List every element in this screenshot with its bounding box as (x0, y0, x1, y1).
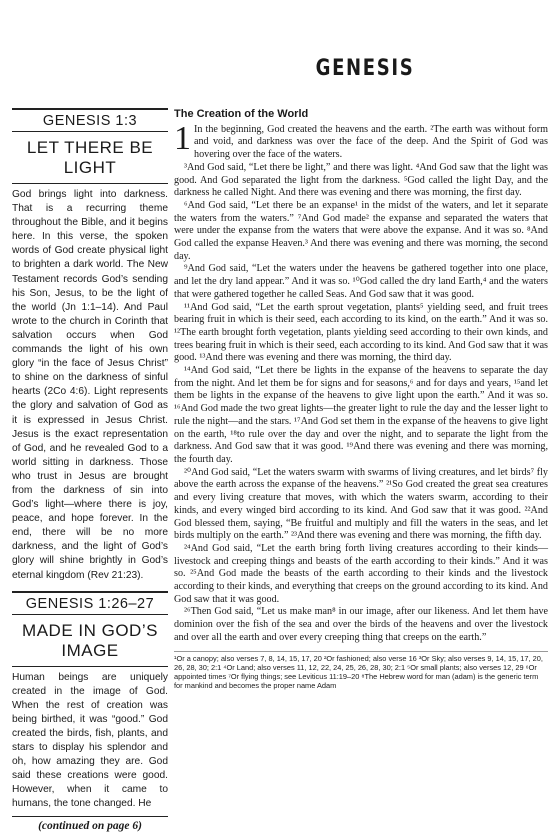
section-heading: The Creation of the World (174, 108, 309, 120)
note-reference: GENESIS 1:3 (12, 108, 168, 132)
footnotes: ¹Or a canopy; also verses 7, 8, 14, 15, 17, 20 ²Or fashioned; also verse 16 ³Or Sky; also verses 9, 14, 15, 17, 20, 26, 28, 30; 2:1 ⁴Or Land; also verses 11, 12, 22, 24, 25, 26, 28, 30; 2:1 ⁵Or small plants; also verses 12, 29 ⁶Or appointed times ⁷Or flying things; see Leviticus 11:19–20 ⁸The Hebrew word for man (adam) is the generic term for mankind and becomes the proper name Adam (174, 651, 548, 691)
note-body: Human beings are uniquely created in the image of God. When the rest of creation was being birthed, it was “good.” God created the birds, fish, plants, and stars to display his splendor and oh, how amazing they are. God said these creations were good. However, when it came to humans, the tone changed. He (12, 671, 168, 810)
paragraph: ¹⁴And God said, “Let there be lights in the expanse of the heavens to separate the day from the night. And let them be for signs and for seasons,⁶ and for days and years, ¹⁵and let them be lights in the expanse of the heavens to give light upon the earth.” And it was so. ¹⁶And God made the two great lights—the greater light to rule the day and the lesser light to rule the night—and the stars. ¹⁷And God set them in the expanse of the heavens to give light on the earth, ¹⁸to rule over the day and over the night, and to separate the light from the darkness. And God saw that it was good. ¹⁹And there was evening and there was morning, the fourth day. (174, 365, 548, 465)
note-reference: GENESIS 1:26–27 (12, 591, 168, 615)
chapter-number: 1 (174, 119, 191, 157)
paragraph: ³And God said, “Let there be light,” and there was light. ⁴And God saw that the light was good. And God separated the light from the darkness. ⁵God called the light Day, and the darkness he called Night. And there was evening and there was morning, the first day. (174, 161, 548, 199)
paragraph: ¹¹And God said, “Let the earth sprout vegetation, plants⁵ yielding seed, and fruit trees bearing fruit in which is their seed, each according to its kind, on the earth.” And it was so. ¹²The earth brought forth vegetation, plants yielding seed according to their own kinds, and trees bearing fruit in which is their seed, each according to its kind. And God saw that it was good. ¹³And there was evening and there was morning, the third day. (174, 301, 548, 364)
verse-text: In the beginning, God created the heavens and the earth. ²The earth was without form and void, and darkness was over the face of the deep. And the Spirit of God was hovering over the face of the waters. (194, 123, 548, 161)
scripture-text (174, 108, 548, 690)
book-title: GENESIS (315, 56, 415, 81)
note-heading: MADE IN GOD’S IMAGE (12, 615, 168, 667)
paragraph: ²⁶Then God said, “Let us make man⁸ in our image, after our likeness. And let them have dominion over the fish of the sea and over the birds of the heavens and over the livestock and over all the earth and over every creeping thing that creeps on the earth.” (174, 606, 548, 643)
continued-note: (continued on page 6) (12, 816, 168, 832)
paragraph (174, 119, 548, 162)
paragraph: ²⁴And God said, “Let the earth bring forth living creatures according to their kinds—livestock and creeping things and beasts of the earth according to their kinds.” And it was so. ²⁵And God made the beasts of the earth according to their kinds and the livestock according to their kinds, and everything that creeps on the ground according to its kind. And God saw that it was good. (174, 542, 548, 605)
sidebar-notes (12, 108, 168, 832)
paragraph: ⁹And God said, “Let the waters under the heavens be gathered together into one place, and let the dry land appear.” And it was so. ¹⁰God called the dry land Earth,⁴ and the waters that were gathered together he called Seas. And God saw that it was good. (174, 263, 548, 300)
note-heading: LET THERE BE LIGHT (12, 132, 168, 184)
note-body: God brings light into darkness. That is a recurring theme throughout the Bible, and it begins here. In this verse, the spoken words of God create physical light to brighten a dark world. The New Testament records God’s sending his Son, Jesus, to be the light of the world (Jn 1:1–14). And Paul wrote to the church in Corinth that salvation occurs when God commands the light of his own glory “in the face of Jesus Christ” to shine on the darkness of sinful hearts (2Co 4:6). Light represents the glory and salvation of God as it is expressed in Jesus Christ. Jesus is the exact representation of God, and he revealed God to a world sitting in darkness. Those who trust in Jesus are brought from the darkness of sin into God’s light—where there is joy, peace, and hope forever. In the end, there will be no more darkness, and the light of God’s glory will shine brightly in God’s eternal kingdom (Rev 21:23). (12, 189, 168, 581)
paragraph: ⁶And God said, “Let there be an expanse¹ in the midst of the waters, and let it separate the waters from the waters.” ⁷And God made² the expanse and separated the waters that were under the expanse from the waters that were above the expanse. And it was so. ⁸And God called the expanse Heaven.³ And there was evening and there was morning, the second day. (174, 199, 548, 262)
paragraph: ²⁰And God said, “Let the waters swarm with swarms of living creatures, and let birds⁷ fly above the earth across the expanse of the heavens.” ²¹So God created the great sea creatures and every living creature that moves, with which the waters swarm, according to their kinds, and every winged bird according to its kind. And God saw that it was good. ²²And God blessed them, saying, “Be fruitful and multiply and fill the waters in the seas, and let birds multiply on the earth.” ²³And there was evening and there was morning, the fifth day. (174, 466, 548, 542)
